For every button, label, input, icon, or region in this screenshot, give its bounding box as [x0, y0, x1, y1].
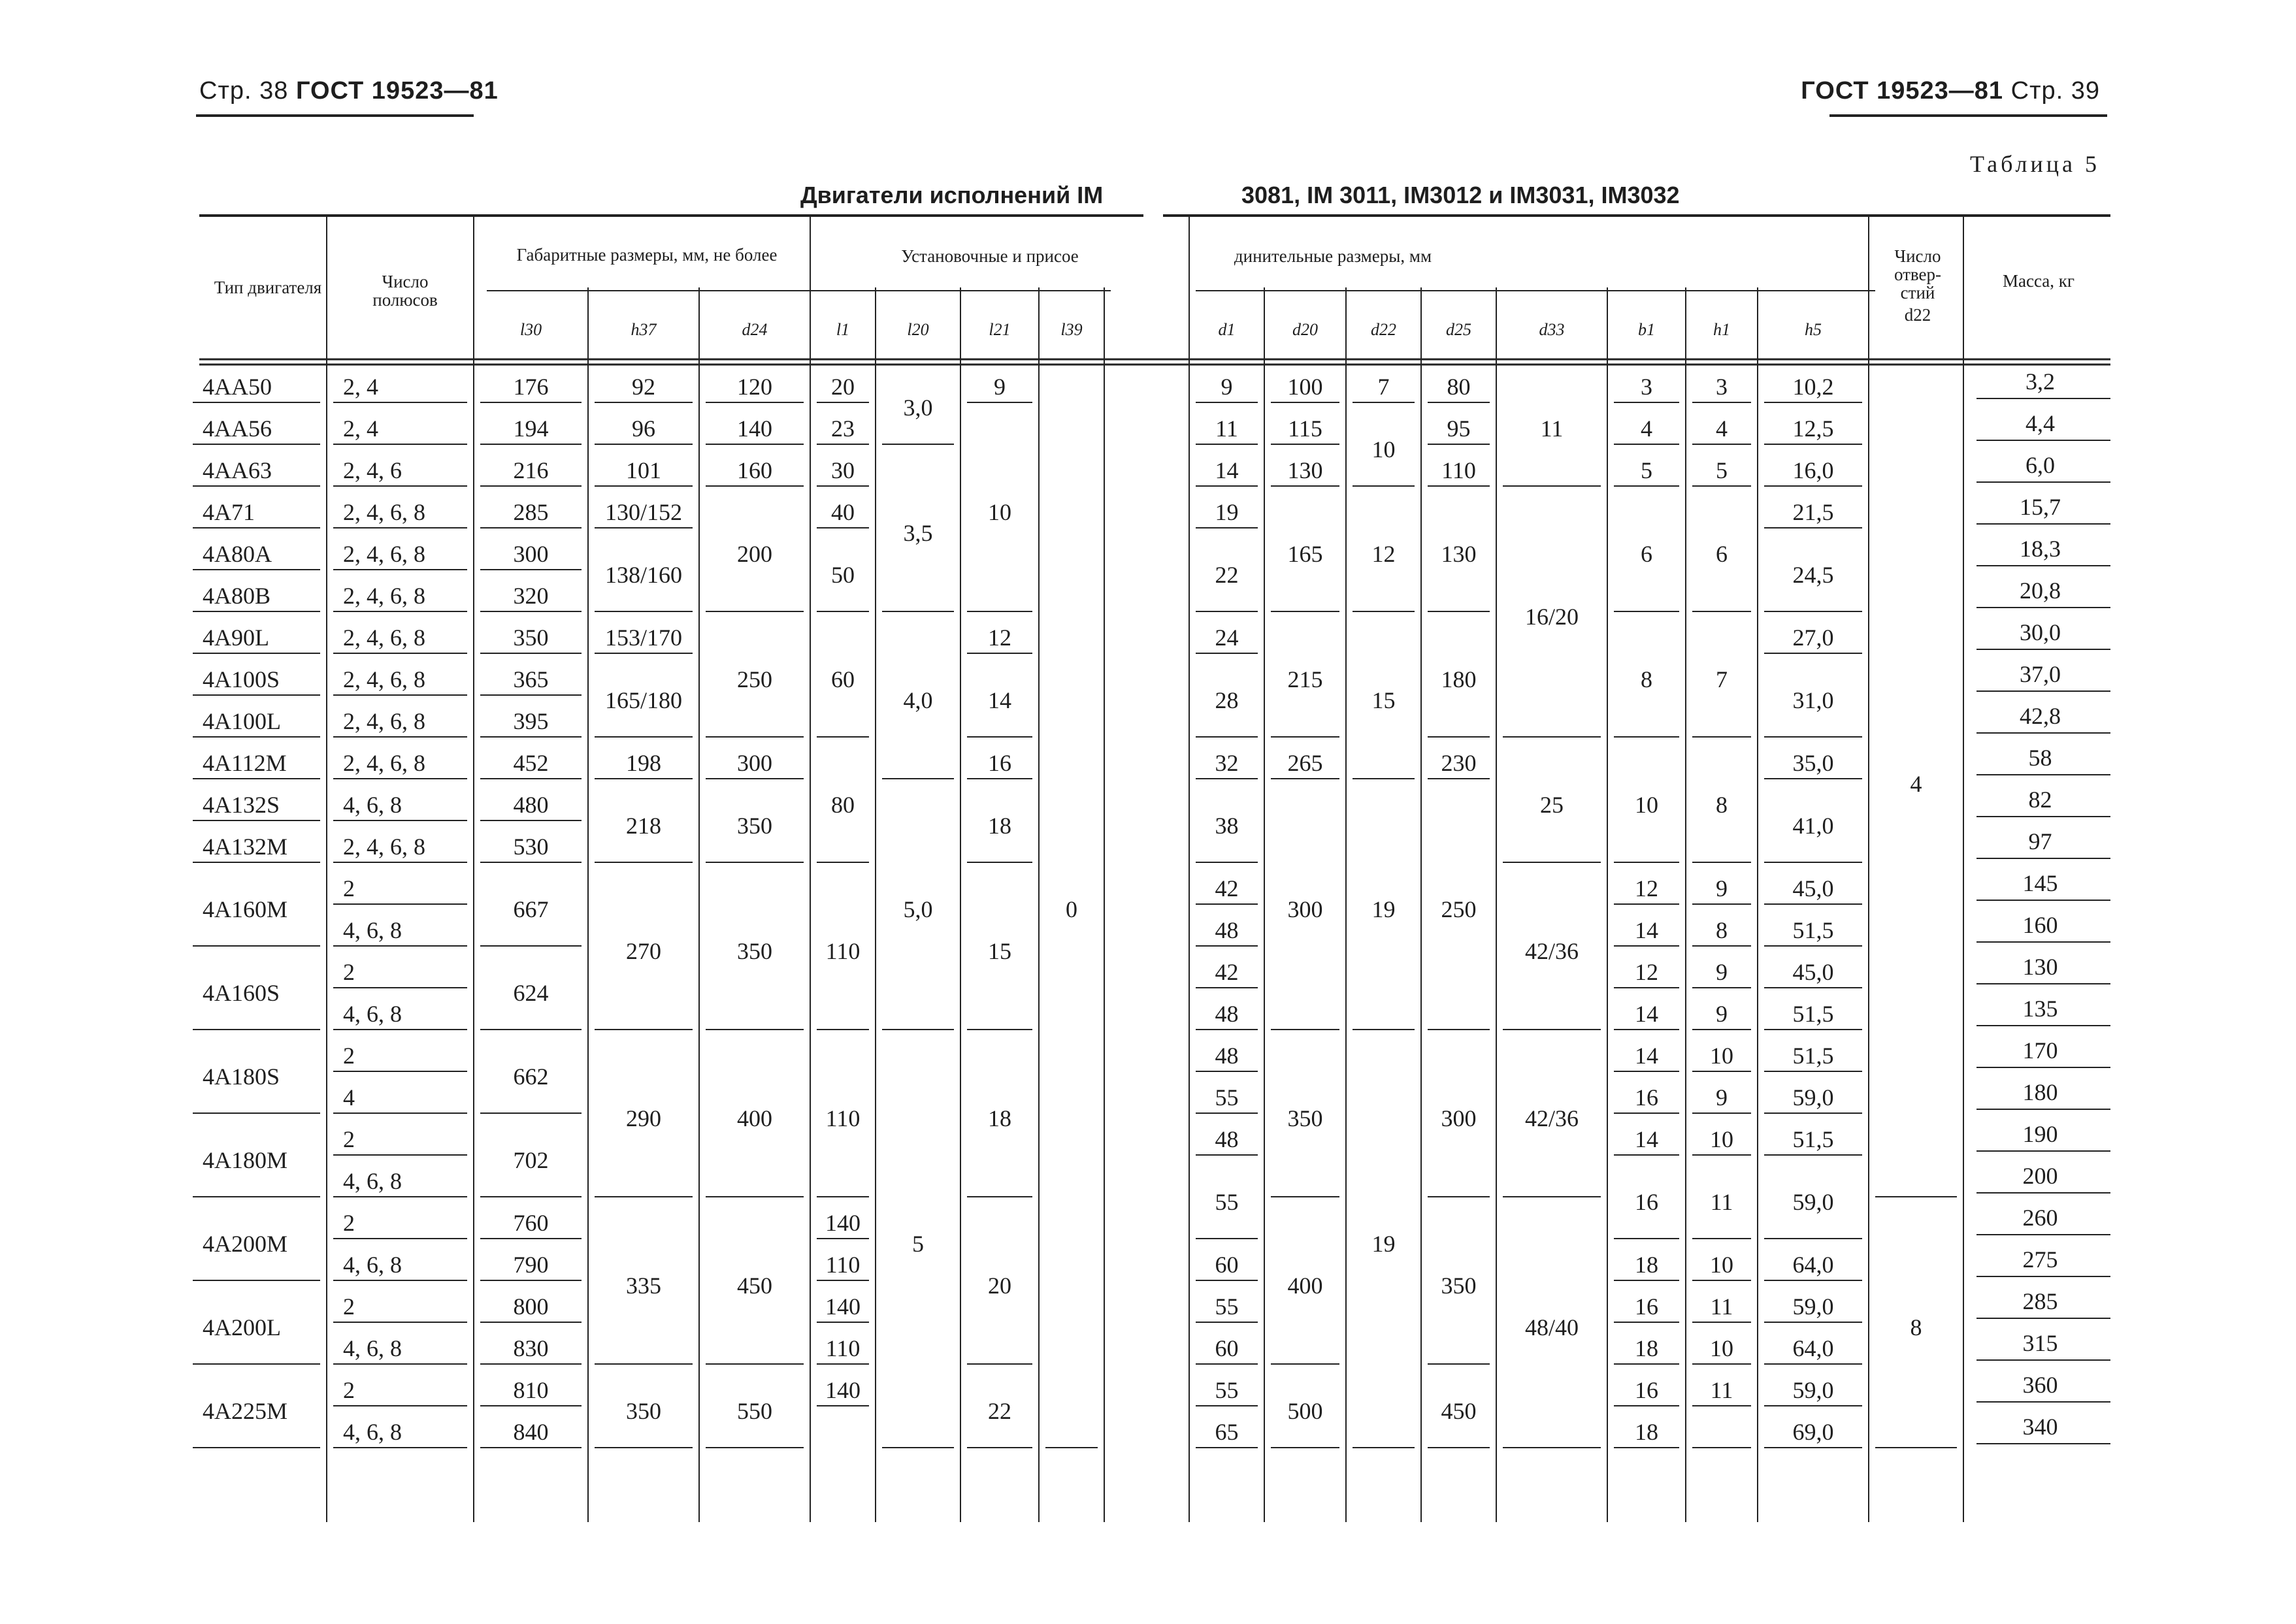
- cell-h1: 8: [1716, 792, 1728, 818]
- cell-l1: 140: [825, 1293, 861, 1320]
- row-poles: 2, 4, 6, 8: [343, 708, 425, 734]
- row-mass: 315: [2022, 1330, 2058, 1356]
- col-header-type: Тип двигателя: [214, 278, 322, 297]
- cell-d1: 65: [1215, 1419, 1239, 1445]
- cell-h37: 198: [626, 750, 661, 776]
- cell-l30: 840: [513, 1419, 549, 1445]
- col-header-mass: Масса, кг: [2003, 271, 2075, 291]
- row-type: 4АА63: [203, 457, 272, 483]
- cell-h37: 350: [626, 1398, 661, 1424]
- cell-l30: 320: [513, 583, 549, 609]
- cell-h5: 16,0: [1792, 457, 1834, 483]
- row-poles: 2, 4, 6, 8: [343, 499, 425, 525]
- row-poles: 4, 6, 8: [343, 1419, 402, 1445]
- col-header-h5: h5: [1805, 320, 1822, 339]
- row-poles: 4, 6, 8: [343, 1335, 402, 1361]
- cell-d22: 19: [1371, 896, 1396, 922]
- cell-h1: 6: [1716, 541, 1728, 567]
- row-type: 4А80А: [203, 541, 272, 567]
- cell-b1: 6: [1641, 541, 1652, 567]
- cell-d1: 24: [1215, 625, 1239, 651]
- cell-d1: 60: [1215, 1252, 1239, 1278]
- cell-d20: 350: [1287, 1105, 1323, 1131]
- cell-d22: 10: [1371, 436, 1396, 463]
- cell-d25: 230: [1441, 750, 1477, 776]
- row-mass: 200: [2022, 1163, 2058, 1189]
- cell-d1: 55: [1215, 1189, 1239, 1215]
- cell-l1: 110: [825, 938, 861, 964]
- row-mass: 360: [2022, 1372, 2058, 1398]
- cell-h5: 59,0: [1792, 1189, 1834, 1215]
- col-header-l21: l21: [989, 320, 1011, 339]
- cell-d1: 55: [1215, 1293, 1239, 1320]
- row-type: 4А180S: [203, 1064, 280, 1090]
- row-mass: 4,4: [2025, 410, 2055, 436]
- cell-l21: 14: [988, 687, 1011, 713]
- cell-h37: 101: [626, 457, 661, 483]
- cell-d20: 500: [1287, 1398, 1323, 1424]
- row-poles: 2: [343, 1126, 355, 1152]
- cell-l1: 140: [825, 1377, 861, 1403]
- cell-h5: 51,5: [1792, 917, 1834, 943]
- row-mass: 160: [2022, 912, 2058, 938]
- cell-d25: 110: [1441, 457, 1476, 483]
- col-header-mount-right: динительные размеры, мм: [1234, 246, 1432, 266]
- cell-h37: 335: [626, 1273, 661, 1299]
- row-mass: 18,3: [2020, 536, 2061, 562]
- row-mass: 190: [2022, 1121, 2058, 1147]
- cell-h37: 165/180: [604, 687, 683, 713]
- cell-l30: 194: [513, 415, 549, 442]
- cell-b1: 16: [1635, 1189, 1658, 1215]
- row-type: 4АА50: [203, 374, 272, 400]
- row-type: 4А80В: [203, 583, 271, 609]
- cell-d24: 250: [737, 666, 772, 692]
- cell-b1: 12: [1635, 875, 1658, 901]
- row-poles: 2, 4, 6, 8: [343, 541, 425, 567]
- row-type: 4А132М: [203, 834, 288, 860]
- cell-d1: 55: [1215, 1084, 1239, 1111]
- row-mass: 170: [2022, 1037, 2058, 1064]
- row-type: 4А132S: [203, 792, 280, 818]
- cell-d1: 60: [1215, 1335, 1239, 1361]
- cell-l21: 18: [988, 813, 1011, 839]
- row-poles: 2: [343, 1293, 355, 1320]
- cell-b1: 16: [1635, 1084, 1658, 1111]
- row-mass: 20,8: [2020, 577, 2061, 604]
- row-type: 4А100S: [203, 666, 280, 692]
- cell-l30: 176: [513, 374, 549, 400]
- cell-h37: 290: [626, 1105, 661, 1131]
- right-page-number: Стр. 39: [2010, 77, 2100, 105]
- row-poles: 4, 6, 8: [343, 917, 402, 943]
- cell-h5: 35,0: [1792, 750, 1834, 776]
- cell-l30: 830: [513, 1335, 549, 1361]
- row-mass: 3,2: [2025, 368, 2055, 395]
- cell-l30: 480: [513, 792, 549, 818]
- cell-l20: 3,5: [903, 520, 933, 546]
- cell-d20: 115: [1288, 415, 1322, 442]
- cell-l20: 5,0: [903, 896, 933, 922]
- cell-b1: 18: [1635, 1252, 1658, 1278]
- cell-h5: 51,5: [1792, 1001, 1834, 1027]
- cell-b1: 18: [1635, 1419, 1658, 1445]
- cell-d25: 130: [1441, 541, 1477, 567]
- cell-d20: 300: [1287, 896, 1323, 922]
- cell-l1: 110: [825, 1105, 861, 1131]
- cell-l1: 30: [831, 457, 855, 483]
- cell-d1: 48: [1215, 1043, 1239, 1069]
- cell-d20: 400: [1287, 1273, 1323, 1299]
- cell-l30: 395: [513, 708, 549, 734]
- cell-h1: 3: [1716, 374, 1728, 400]
- cell-h5: 51,5: [1792, 1043, 1834, 1069]
- row-poles: 4, 6, 8: [343, 1252, 402, 1278]
- cell-l21: 15: [988, 938, 1011, 964]
- cell-l1: 23: [831, 415, 855, 442]
- table-number: Таблица 5: [1970, 151, 2100, 177]
- cell-b1: 14: [1635, 1126, 1658, 1152]
- cell-d24: 300: [737, 750, 772, 776]
- cell-h1: 5: [1716, 457, 1728, 483]
- col-header-h1: h1: [1713, 320, 1730, 339]
- cell-h37: 130/152: [604, 499, 683, 525]
- cell-d33: 16/20: [1524, 604, 1579, 630]
- row-mass: 180: [2022, 1079, 2058, 1105]
- cell-b1: 14: [1635, 917, 1658, 943]
- cell-h5: 24,5: [1792, 562, 1834, 588]
- row-mass: 6,0: [2025, 452, 2055, 478]
- cell-h1: 11: [1710, 1293, 1733, 1320]
- row-type: 4А160S: [203, 980, 280, 1006]
- row-poles: 2, 4, 6, 8: [343, 666, 425, 692]
- cell-h5: 27,0: [1792, 625, 1834, 651]
- cell-l30: 800: [513, 1293, 549, 1320]
- cell-d25: 95: [1447, 415, 1471, 442]
- cell-h1: 11: [1710, 1189, 1733, 1215]
- cell-b1: 14: [1635, 1043, 1658, 1069]
- cell-d24: 200: [737, 541, 772, 567]
- cell-d20: 265: [1287, 750, 1323, 776]
- cell-l30: 300: [513, 541, 549, 567]
- col-header-d20: d20: [1292, 320, 1318, 339]
- row-mass: 275: [2022, 1246, 2058, 1273]
- cell-d24: 400: [737, 1105, 772, 1131]
- row-poles: 4, 6, 8: [343, 1001, 402, 1027]
- cell-d1: 9: [1221, 374, 1233, 400]
- row-type: 4АА56: [203, 415, 272, 442]
- cell-d33: 11: [1540, 415, 1564, 442]
- cell-l1: 20: [831, 374, 855, 400]
- cell-h5: 59,0: [1792, 1084, 1834, 1111]
- row-type: 4А71: [203, 499, 255, 525]
- cell-b1: 3: [1641, 374, 1652, 400]
- cell-h1: 11: [1710, 1377, 1733, 1403]
- cell-d33: 25: [1540, 792, 1564, 818]
- right-standard-code: ГОСТ 19523—81: [1801, 77, 2004, 105]
- cell-b1: 16: [1635, 1377, 1658, 1403]
- row-poles: 2: [343, 1377, 355, 1403]
- cell-h5: 31,0: [1792, 687, 1834, 713]
- cell-d1: 48: [1215, 1001, 1239, 1027]
- col-header-poles: Число полюсов: [372, 272, 438, 310]
- row-poles: 2, 4, 6, 8: [343, 834, 425, 860]
- row-mass: 82: [2028, 787, 2052, 813]
- row-poles: 2, 4, 6: [343, 457, 402, 483]
- cell-h1: 10: [1710, 1043, 1733, 1069]
- cell-h1: 4: [1716, 415, 1728, 442]
- row-type: 4А225М: [203, 1398, 288, 1424]
- col-header-l20: l20: [907, 320, 929, 339]
- cell-l30: 285: [513, 499, 549, 525]
- cell-l30: 624: [513, 980, 549, 1006]
- cell-h5: 21,5: [1792, 499, 1834, 525]
- cell-l1: 40: [831, 499, 855, 525]
- col-header-l1: l1: [836, 320, 850, 339]
- row-type: 4А100L: [203, 708, 281, 734]
- cell-d22: 19: [1371, 1231, 1396, 1257]
- cell-l20: 5: [912, 1231, 924, 1257]
- cell-d1: 38: [1215, 813, 1239, 839]
- cell-d20: 100: [1287, 374, 1323, 400]
- row-mass: 58: [2028, 745, 2052, 771]
- cell-l30: 452: [513, 750, 549, 776]
- cell-d25: 180: [1441, 666, 1477, 692]
- cell-h5: 64,0: [1792, 1252, 1834, 1278]
- cell-d33: 48/40: [1524, 1314, 1579, 1340]
- cell-d22: 7: [1377, 374, 1390, 400]
- cell-l21: 9: [994, 374, 1006, 400]
- cell-l1: 110: [825, 1335, 861, 1361]
- cell-h5: 59,0: [1792, 1377, 1834, 1403]
- cell-l1: 80: [831, 792, 855, 818]
- cell-h5: 59,0: [1792, 1293, 1834, 1320]
- cell-l1: 50: [831, 562, 855, 588]
- cell-l21: 16: [988, 750, 1011, 776]
- cell-l30: 810: [513, 1377, 549, 1403]
- cell-h37: 92: [632, 374, 655, 400]
- cell-h5: 10,2: [1792, 374, 1834, 400]
- cell-l20: 3,0: [903, 395, 933, 421]
- col-header-d1: d1: [1218, 320, 1236, 339]
- cell-l1: 110: [825, 1252, 861, 1278]
- cell-b1: 4: [1641, 415, 1652, 442]
- col-header-d25: d25: [1446, 320, 1471, 339]
- cell-l21: 22: [988, 1398, 1011, 1424]
- cell-l1: 140: [825, 1210, 861, 1236]
- row-mass: 130: [2022, 954, 2058, 980]
- cell-d33: 42/36: [1524, 938, 1579, 964]
- cell-d1: 42: [1215, 875, 1239, 901]
- cell-d1: 11: [1215, 415, 1238, 442]
- row-poles: 2, 4: [343, 415, 378, 442]
- cell-l20: 4,0: [903, 687, 933, 713]
- row-poles: 2, 4, 6, 8: [343, 583, 425, 609]
- cell-d1: 55: [1215, 1377, 1239, 1403]
- row-poles: 2: [343, 875, 355, 901]
- cell-l30: 667: [513, 896, 549, 922]
- cell-h5: 51,5: [1792, 1126, 1834, 1152]
- col-header-d24: d24: [742, 320, 768, 339]
- cell-h1: 9: [1716, 959, 1728, 985]
- cell-d20: 130: [1287, 457, 1323, 483]
- cell-l30: 365: [513, 666, 549, 692]
- cell-d1: 28: [1215, 687, 1239, 713]
- cell-h1: 8: [1716, 917, 1728, 943]
- col-header-mount-left: Установочные и присое: [901, 246, 1079, 266]
- col-header-d33: d33: [1539, 320, 1565, 339]
- row-type: 4А90L: [203, 625, 269, 651]
- col-header-h37: h37: [631, 320, 657, 339]
- cell-d25: 300: [1441, 1105, 1477, 1131]
- cell-d1: 19: [1215, 499, 1239, 525]
- cell-d24: 450: [737, 1273, 772, 1299]
- cell-d25: 80: [1447, 374, 1471, 400]
- cell-h37: 96: [632, 415, 655, 442]
- row-type: 4А160М: [203, 896, 288, 922]
- cell-l21: 12: [988, 625, 1011, 651]
- cell-h37: 218: [626, 813, 661, 839]
- row-mass: 340: [2022, 1414, 2058, 1440]
- cell-h1: 10: [1710, 1252, 1733, 1278]
- cell-h37: 153/170: [604, 625, 683, 651]
- row-mass: 42,8: [2020, 703, 2061, 729]
- row-poles: 2, 4, 6, 8: [343, 750, 425, 776]
- table-title-right: 3081, IM 3011, IM3012 и IM3031, IM3032: [1241, 182, 1680, 208]
- cell-l30: 216: [513, 457, 549, 483]
- cell-d1: 32: [1215, 750, 1239, 776]
- col-header-d22: d22: [1371, 320, 1396, 339]
- row-mass: 30,0: [2020, 619, 2061, 645]
- cell-h5: 69,0: [1792, 1419, 1834, 1445]
- cell-d24: 350: [737, 938, 772, 964]
- cell-d1: 14: [1215, 457, 1239, 483]
- cell-l1: 60: [831, 666, 855, 692]
- cell-l21: 10: [988, 499, 1011, 525]
- cell-l30: 760: [513, 1210, 549, 1236]
- cell-d24: 140: [737, 415, 772, 442]
- row-poles: 2, 4: [343, 374, 378, 400]
- cell-d24: 350: [737, 813, 772, 839]
- cell-d22: 12: [1371, 541, 1396, 567]
- row-mass: 145: [2022, 870, 2058, 896]
- cell-d1: 42: [1215, 959, 1239, 985]
- cell-b1: 5: [1641, 457, 1652, 483]
- col-header-l30: l30: [519, 320, 542, 339]
- cell-l30: 350: [513, 625, 549, 651]
- cell-h5: 64,0: [1792, 1335, 1834, 1361]
- cell-h5: 45,0: [1792, 959, 1834, 985]
- row-poles: 2: [343, 1210, 355, 1236]
- row-poles: 2: [343, 959, 355, 985]
- cell-l30: 702: [513, 1147, 549, 1173]
- cell-h1: 9: [1716, 875, 1728, 901]
- row-poles: 4: [343, 1084, 355, 1111]
- cell-d20: 165: [1287, 541, 1323, 567]
- row-poles: 4, 6, 8: [343, 792, 402, 818]
- cell-d25: 250: [1441, 896, 1477, 922]
- col-header-l39: l39: [1060, 320, 1083, 339]
- row-poles: 4, 6, 8: [343, 1168, 402, 1194]
- cell-h37: 138/160: [604, 562, 683, 588]
- row-mass: 135: [2022, 996, 2058, 1022]
- cell-d33: 42/36: [1524, 1105, 1579, 1131]
- cell-b1: 16: [1635, 1293, 1658, 1320]
- cell-h5: 41,0: [1792, 813, 1834, 839]
- row-mass: 285: [2022, 1288, 2058, 1314]
- left-standard-code: ГОСТ 19523—81: [295, 77, 499, 105]
- left-page-number: Стр. 38: [199, 77, 289, 105]
- cell-h37: 270: [626, 938, 661, 964]
- col-header-b1: b1: [1638, 320, 1655, 339]
- cell-b1: 12: [1635, 959, 1658, 985]
- table-title-left: Двигатели исполнений IM: [800, 182, 1104, 208]
- col-header-holes: Число отвер-стий: [1894, 246, 1941, 302]
- row-poles: 2, 4, 6, 8: [343, 625, 425, 651]
- cell-h1: 10: [1710, 1335, 1733, 1361]
- cell-b1: 10: [1635, 792, 1658, 818]
- cell-l30: 662: [513, 1064, 549, 1090]
- cell-l30: 790: [513, 1252, 549, 1278]
- row-mass: 260: [2022, 1205, 2058, 1231]
- row-type: 4А112М: [203, 750, 287, 776]
- cell-h1: 10: [1710, 1126, 1733, 1152]
- cell-d1: 48: [1215, 917, 1239, 943]
- cell-d24: 550: [737, 1398, 772, 1424]
- cell-l30: 530: [513, 834, 549, 860]
- row-mass: 37,0: [2020, 661, 2061, 687]
- cell-h5: 45,0: [1792, 875, 1834, 901]
- col-header-holes-sym: d22: [1904, 305, 1931, 325]
- cell-l39: 0: [1066, 896, 1077, 922]
- cell-b1: 8: [1641, 666, 1652, 692]
- cell-d1: 22: [1215, 562, 1239, 588]
- cell-d1: 48: [1215, 1126, 1239, 1152]
- cell-d24: 120: [737, 374, 772, 400]
- cell-d20: 215: [1287, 666, 1323, 692]
- row-type: 4А180М: [203, 1147, 288, 1173]
- cell-h1: 9: [1716, 1001, 1728, 1027]
- cell-b1: 18: [1635, 1335, 1658, 1361]
- row-poles: 2: [343, 1043, 355, 1069]
- row-type: 4А200М: [203, 1231, 288, 1257]
- cell-d25: 450: [1441, 1398, 1477, 1424]
- cell-h5: 12,5: [1792, 415, 1834, 442]
- cell-d24: 160: [737, 457, 772, 483]
- row-mass: 97: [2028, 828, 2052, 854]
- cell-holes: 8: [1910, 1314, 1922, 1340]
- col-header-overall: Габаритные размеры, мм, не более: [516, 245, 778, 265]
- cell-d22: 15: [1371, 687, 1396, 713]
- cell-l21: 18: [988, 1105, 1011, 1131]
- cell-b1: 14: [1635, 1001, 1658, 1027]
- cell-h1: 7: [1716, 666, 1728, 692]
- cell-holes: 4: [1910, 771, 1922, 797]
- cell-h1: 9: [1716, 1084, 1728, 1111]
- row-type: 4А200L: [203, 1314, 281, 1340]
- cell-d25: 350: [1441, 1273, 1477, 1299]
- row-mass: 15,7: [2020, 494, 2061, 520]
- cell-l21: 20: [988, 1273, 1011, 1299]
